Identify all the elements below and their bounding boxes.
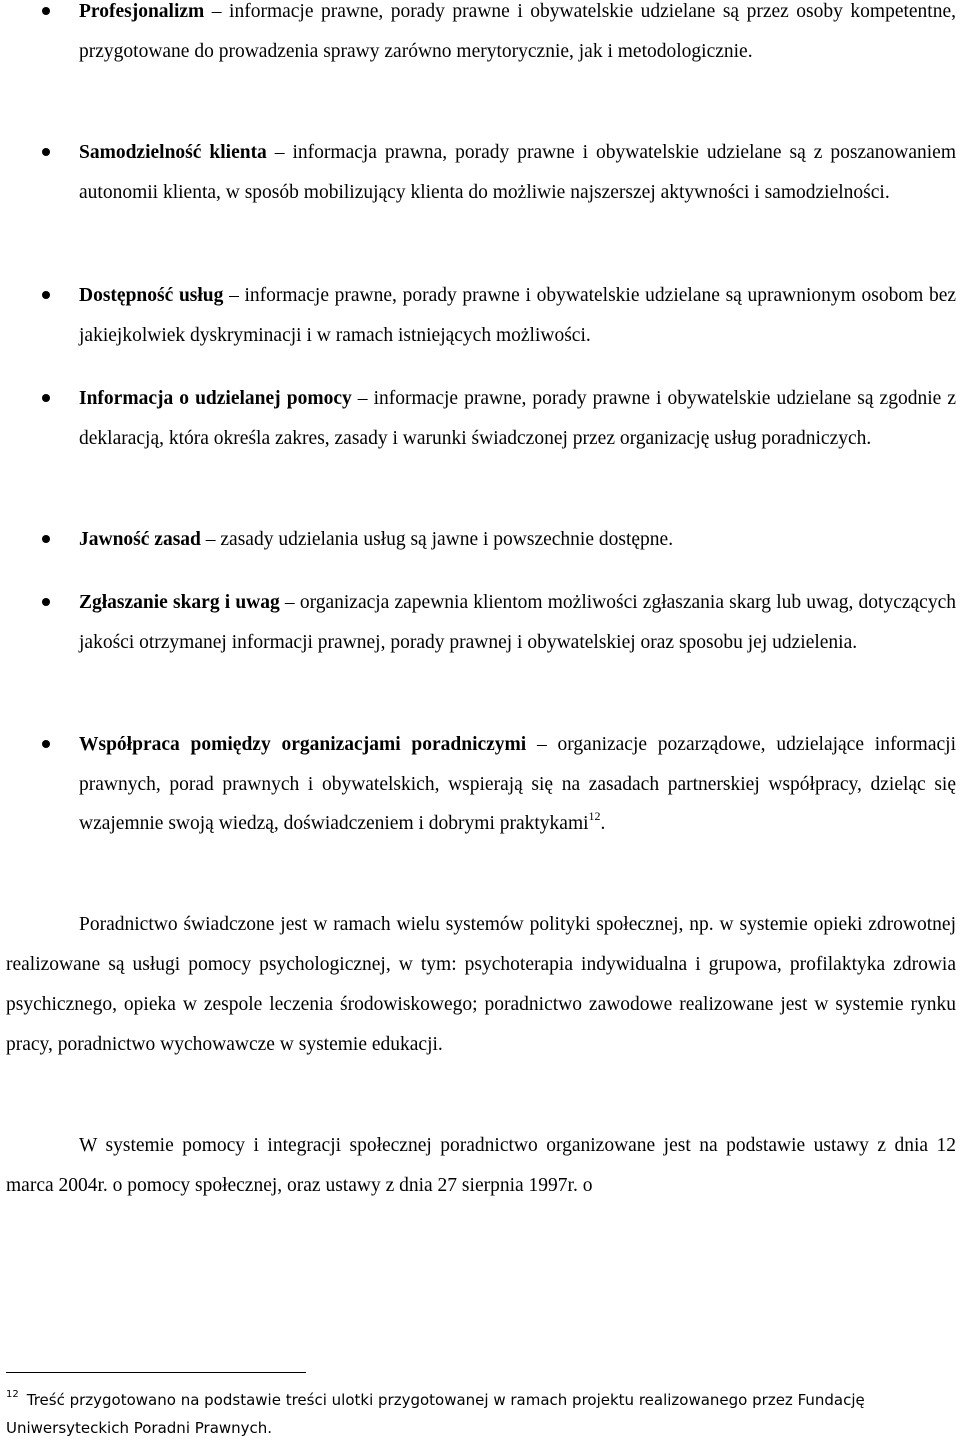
item-dash: – xyxy=(266,142,293,163)
footnote-separator xyxy=(6,1372,306,1373)
item-end: . xyxy=(600,813,606,834)
item-text: zasady udzielania usług są jawne i powszechnie dostępne. xyxy=(220,529,674,550)
item-text: organizacja zapewnia klientom możliwości zgłaszania skarg lub uwag, dotyczących jakości otrzymanej informacji prawnej, porady prawnej i obywatelskiej oraz sposobu jej udzielenia. xyxy=(79,592,956,653)
item-text: informacje prawne, porady prawne i obywatelskie udzielane są uprawnionym osobom bez jakiejkolwiek dyskryminacji i w ramach istniejących możliwości. xyxy=(79,285,957,346)
list-item xyxy=(79,725,956,844)
bullet-icon xyxy=(42,394,50,402)
item-title: Jawność zasad xyxy=(79,529,201,550)
list-item xyxy=(79,0,956,71)
item-title: Dostępność usług xyxy=(79,285,224,306)
bullet-icon xyxy=(42,7,50,15)
item-dash: – xyxy=(526,734,558,755)
item-title: Współpraca pomiędzy organizacjami poradniczymi xyxy=(79,734,527,755)
item-dash: – xyxy=(200,529,221,550)
bullet-icon xyxy=(42,598,50,606)
list-item xyxy=(79,133,956,212)
footnote-number: 12 xyxy=(6,1389,19,1400)
item-title: Zgłaszanie skarg i uwag xyxy=(79,592,280,613)
body-paragraph: Poradnictwo świadczone jest w ramach wielu systemów polityki społecznej, np. w systemie opieki zdrowotnej realizowane są usługi pomocy psychologicznej, w tym: psychoterapia indywidualna i grupowa, profilaktyka zdrowia psychicznego, opieka w zespole leczenia środowiskowego; poradnictwo zawodowe realizowane jest w systemie rynku pracy, poradnictwo wychowawcze w systemie edukacji. xyxy=(6,914,956,1055)
item-dash: – xyxy=(351,388,374,409)
bullet-icon xyxy=(42,291,50,299)
item-dash: – xyxy=(223,285,245,306)
item-text: informacje prawne, porady prawne i obywatelskie udzielane są przez osoby kompetentne, przygotowane do prowadzenia sprawy zarówno merytorycznie, jak i metodologicznie. xyxy=(79,1,956,62)
list-item xyxy=(79,276,956,355)
footnote xyxy=(6,1386,946,1442)
item-text: informacja prawna, porady prawne i obywatelskie udzielane są z poszanowaniem autonomii klienta, w sposób mobilizujący klienta do możliwie najszerszej aktywności i samodzielności. xyxy=(79,142,956,203)
list-item xyxy=(79,583,956,662)
bullet-icon xyxy=(42,740,50,748)
footnote-text: Treść przygotowano na podstawie treści ulotki przygotowanej w ramach projektu realizowanego przez Fundację Uniwersyteckich Poradni Prawnych. xyxy=(6,1391,865,1437)
body-paragraph: W systemie pomocy i integracji społecznej poradnictwo organizowane jest na podstawie ustawy z dnia 12 marca 2004r. o pomocy społecznej, oraz ustawy z dnia 27 sierpnia 1997r. o xyxy=(6,1135,956,1196)
bullet-icon xyxy=(42,535,50,543)
footnote-reference[interactable]: 12 xyxy=(588,809,601,823)
item-title: Samodzielność klienta xyxy=(79,142,267,163)
item-title: Informacja o udzielanej pomocy xyxy=(79,388,352,409)
item-dash: – xyxy=(204,1,230,22)
list-item xyxy=(79,520,956,560)
item-dash: – xyxy=(279,592,300,613)
item-text: organizacje pozarządowe, udzielające informacji prawnych, porad prawnych i obywatelskich, wspierają się na zasadach partnerskiej współpracy, dzieląc się wzajemnie swoją wiedzą, doświadczeniem i dobrymi praktykami xyxy=(79,734,956,834)
item-title: Profesjonalizm xyxy=(79,1,205,22)
item-text: informacje prawne, porady prawne i obywatelskie udzielane są zgodnie z deklaracją, która określa zakres, zasady i warunki świadczonej przez organizację usług poradniczych. xyxy=(79,388,956,449)
list-item xyxy=(79,379,956,458)
bullet-icon xyxy=(42,148,50,156)
